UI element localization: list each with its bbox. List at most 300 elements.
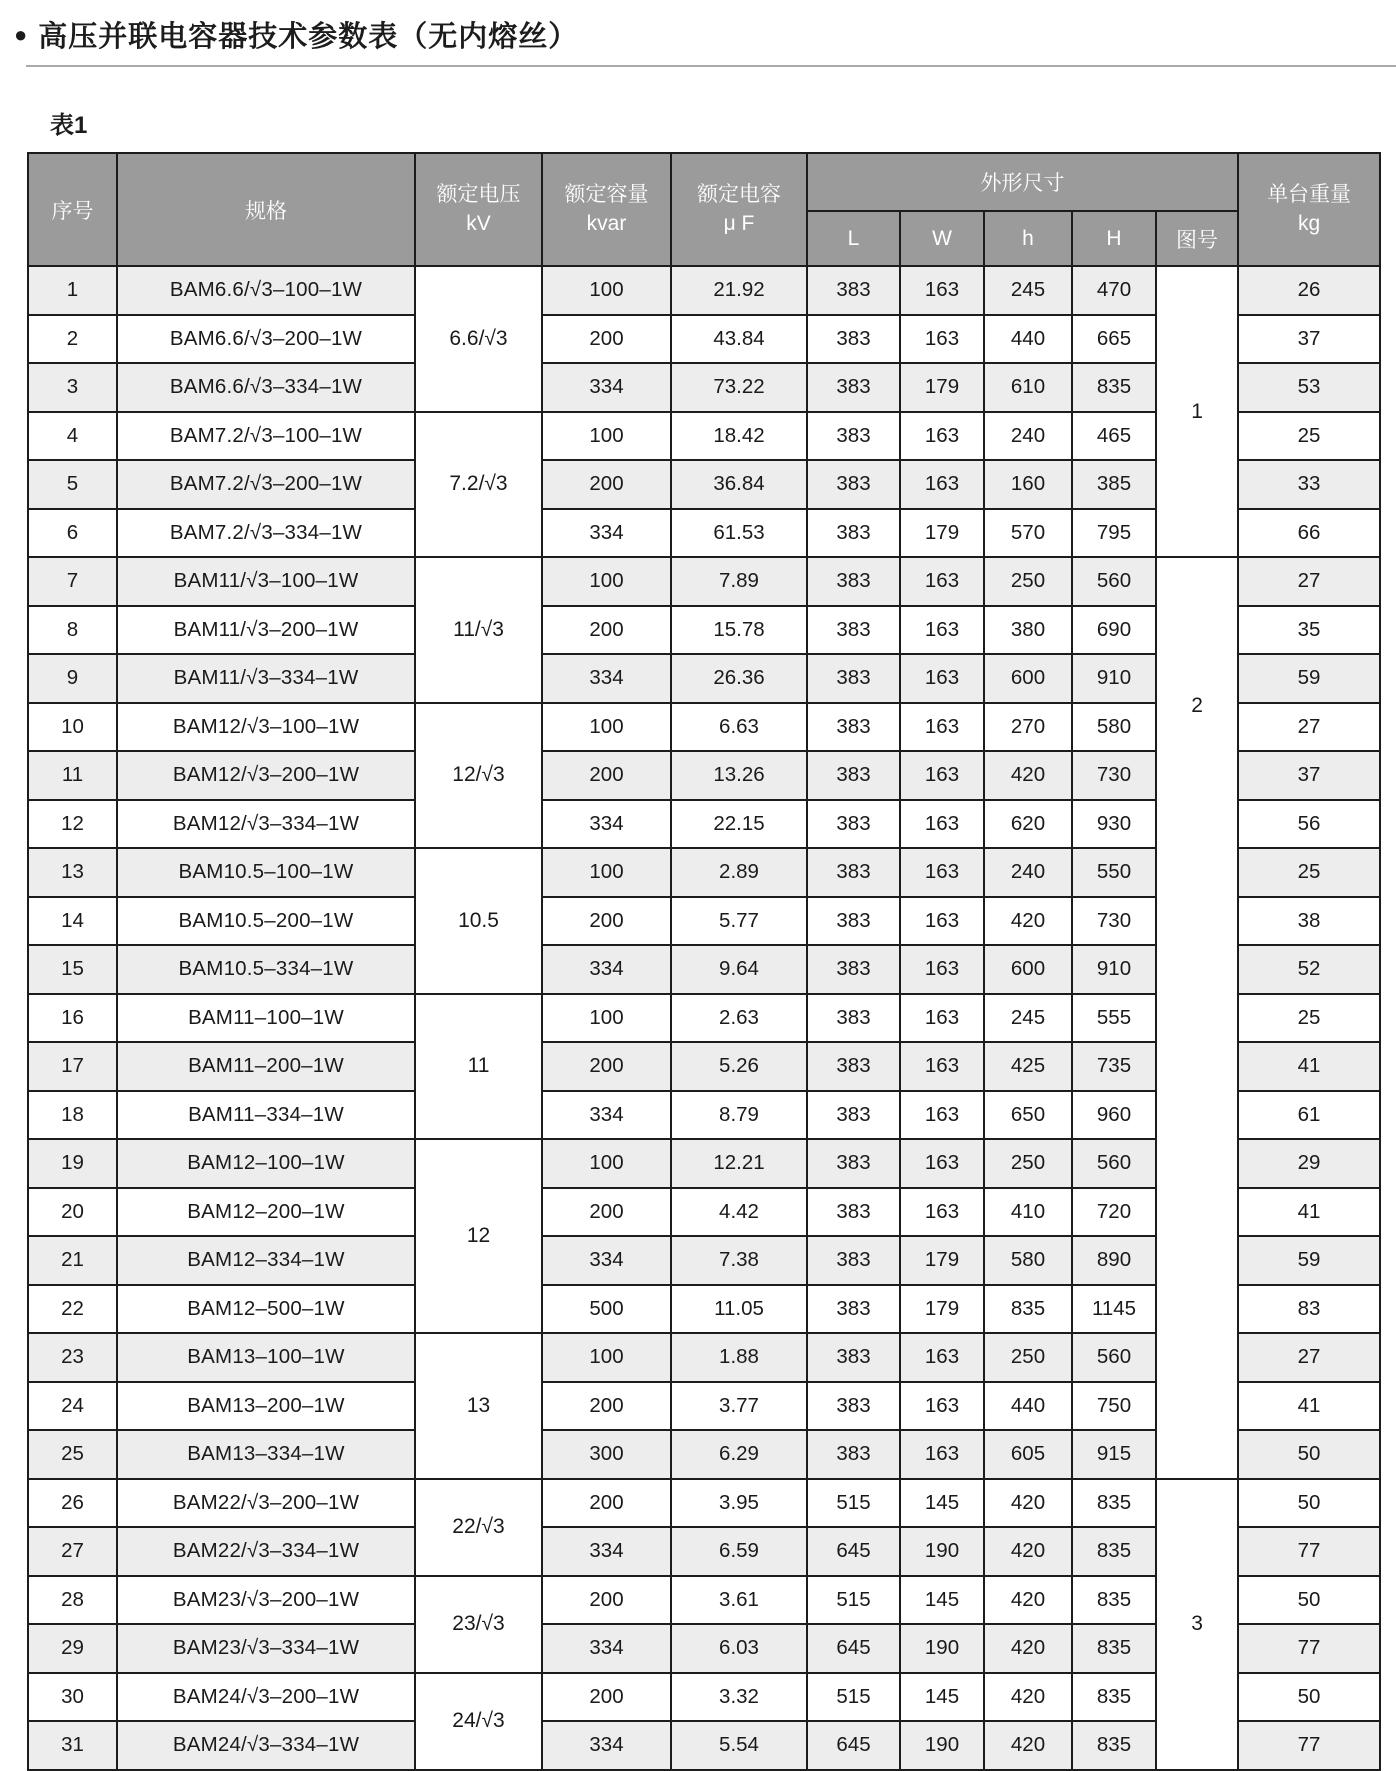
- cell-dim-h-big: 560: [1072, 1139, 1156, 1188]
- cell-dim-h-small: 650: [984, 1091, 1072, 1140]
- cell-rated-capacity: 200: [542, 1382, 671, 1431]
- cell-dim-w: 163: [900, 606, 984, 655]
- cell-dim-w: 163: [900, 1042, 984, 1091]
- cell-spec: BAM6.6/√3–100–1W: [117, 266, 415, 315]
- cell-weight: 59: [1238, 654, 1380, 703]
- cell-dim-h-small: 245: [984, 266, 1072, 315]
- cell-weight: 35: [1238, 606, 1380, 655]
- cell-spec: BAM10.5–100–1W: [117, 848, 415, 897]
- cell-rated-capacitance: 8.79: [671, 1091, 807, 1140]
- cell-dim-l: 383: [807, 1236, 900, 1285]
- cell-dim-h-small: 420: [984, 1576, 1072, 1625]
- cell-index: 6: [28, 509, 117, 558]
- cell-spec: BAM10.5–334–1W: [117, 945, 415, 994]
- cell-rated-capacity: 200: [542, 1479, 671, 1528]
- cell-weight: 66: [1238, 509, 1380, 558]
- cell-rated-capacitance: 2.63: [671, 994, 807, 1043]
- cell-rated-capacitance: 22.15: [671, 800, 807, 849]
- cell-dim-h-small: 250: [984, 1139, 1072, 1188]
- cell-rated-voltage: 13: [415, 1333, 542, 1479]
- cell-spec: BAM24/√3–334–1W: [117, 1721, 415, 1770]
- cell-dim-h-big: 910: [1072, 945, 1156, 994]
- cell-spec: BAM12–200–1W: [117, 1188, 415, 1237]
- cell-dim-w: 163: [900, 460, 984, 509]
- cell-rated-capacitance: 43.84: [671, 315, 807, 364]
- parameters-table: [27, 152, 1381, 1771]
- cell-dim-h-big: 835: [1072, 1576, 1156, 1625]
- page-title-text: 高压并联电容器技术参数表（无内熔丝）: [38, 21, 579, 53]
- cell-spec: BAM23/√3–334–1W: [117, 1624, 415, 1673]
- cell-dim-w: 163: [900, 1430, 984, 1479]
- cell-dim-w: 163: [900, 557, 984, 606]
- cell-spec: BAM12–334–1W: [117, 1236, 415, 1285]
- cell-weight: 25: [1238, 848, 1380, 897]
- cell-index: 24: [28, 1382, 117, 1431]
- cell-weight: 77: [1238, 1721, 1380, 1770]
- cell-index: 7: [28, 557, 117, 606]
- cell-rated-voltage: 7.2/√3: [415, 412, 542, 558]
- cell-dim-l: 645: [807, 1527, 900, 1576]
- cell-dim-h-big: 560: [1072, 1333, 1156, 1382]
- cell-rated-capacitance: 3.32: [671, 1673, 807, 1722]
- cell-rated-capacitance: 4.42: [671, 1188, 807, 1237]
- table-body: [28, 266, 1380, 1770]
- cell-rated-capacitance: 7.89: [671, 557, 807, 606]
- cell-dim-h-big: 665: [1072, 315, 1156, 364]
- cell-dim-l: 383: [807, 1333, 900, 1382]
- cell-rated-capacitance: 6.59: [671, 1527, 807, 1576]
- cell-rated-capacitance: 2.89: [671, 848, 807, 897]
- col-header-voltage: [415, 153, 542, 266]
- cell-weight: 50: [1238, 1576, 1380, 1625]
- cell-spec: BAM6.6/√3–334–1W: [117, 363, 415, 412]
- cell-dim-w: 163: [900, 994, 984, 1043]
- cell-dim-h-big: 550: [1072, 848, 1156, 897]
- voltage-header-unit: kV: [466, 211, 491, 235]
- col-header-dim-w: W: [900, 211, 984, 266]
- cell-weight: 59: [1238, 1236, 1380, 1285]
- cell-dim-w: 163: [900, 848, 984, 897]
- table-row: [28, 1479, 1380, 1528]
- cell-rated-capacitance: 3.95: [671, 1479, 807, 1528]
- cell-dim-l: 383: [807, 1430, 900, 1479]
- cell-dim-w: 163: [900, 412, 984, 461]
- cell-spec: BAM22/√3–334–1W: [117, 1527, 415, 1576]
- col-header-index: 序号: [28, 153, 117, 266]
- page-header: [0, 0, 1396, 67]
- cell-dim-w: 163: [900, 266, 984, 315]
- cell-rated-capacity: 500: [542, 1285, 671, 1334]
- cell-spec: BAM11–200–1W: [117, 1042, 415, 1091]
- cell-rated-capacitance: 15.78: [671, 606, 807, 655]
- cell-rated-capacity: 334: [542, 800, 671, 849]
- cell-weight: 52: [1238, 945, 1380, 994]
- cell-spec: BAM23/√3–200–1W: [117, 1576, 415, 1625]
- cell-index: 22: [28, 1285, 117, 1334]
- cell-rated-capacity: 200: [542, 1188, 671, 1237]
- cell-rated-capacity: 334: [542, 509, 671, 558]
- cell-rated-capacity: 300: [542, 1430, 671, 1479]
- cell-index: 29: [28, 1624, 117, 1673]
- cell-rated-voltage: 12: [415, 1139, 542, 1333]
- cell-rated-capacitance: 3.77: [671, 1382, 807, 1431]
- cell-rated-capacity: 334: [542, 654, 671, 703]
- cell-spec: BAM11/√3–100–1W: [117, 557, 415, 606]
- cell-index: 10: [28, 703, 117, 752]
- cell-dim-h-small: 440: [984, 315, 1072, 364]
- cell-dim-w: 145: [900, 1576, 984, 1625]
- cell-dim-w: 179: [900, 1236, 984, 1285]
- cell-dim-l: 383: [807, 1042, 900, 1091]
- cell-dim-l: 645: [807, 1721, 900, 1770]
- cell-weight: 27: [1238, 1333, 1380, 1382]
- cell-rated-capacitance: 11.05: [671, 1285, 807, 1334]
- cell-dim-h-small: 420: [984, 1721, 1072, 1770]
- cell-rated-capacity: 100: [542, 266, 671, 315]
- cell-dim-h-big: 960: [1072, 1091, 1156, 1140]
- cell-rated-capacitance: 18.42: [671, 412, 807, 461]
- col-header-spec: 规格: [117, 153, 415, 266]
- cell-rated-capacity: 334: [542, 1527, 671, 1576]
- cell-weight: 26: [1238, 266, 1380, 315]
- cell-rated-capacitance: 1.88: [671, 1333, 807, 1382]
- cell-dim-l: 383: [807, 557, 900, 606]
- cell-spec: BAM13–100–1W: [117, 1333, 415, 1382]
- cell-dim-h-small: 240: [984, 412, 1072, 461]
- cell-weight: 37: [1238, 751, 1380, 800]
- cell-rated-capacity: 100: [542, 703, 671, 752]
- cell-rated-capacity: 200: [542, 1042, 671, 1091]
- cell-rated-capacitance: 6.63: [671, 703, 807, 752]
- cell-weight: 25: [1238, 412, 1380, 461]
- cell-index: 25: [28, 1430, 117, 1479]
- cell-spec: BAM13–200–1W: [117, 1382, 415, 1431]
- cell-dim-w: 190: [900, 1721, 984, 1770]
- cell-dim-l: 383: [807, 1188, 900, 1237]
- cell-rated-capacitance: 26.36: [671, 654, 807, 703]
- cell-dim-l: 383: [807, 897, 900, 946]
- cell-dim-l: 383: [807, 1285, 900, 1334]
- cell-index: 1: [28, 266, 117, 315]
- cell-index: 11: [28, 751, 117, 800]
- capacitance-header-unit: μ F: [723, 211, 755, 235]
- col-header-weight: [1238, 153, 1380, 266]
- cell-rated-capacity: 200: [542, 460, 671, 509]
- cell-weight: 37: [1238, 315, 1380, 364]
- cell-dim-l: 383: [807, 848, 900, 897]
- voltage-header-name: 额定电压: [436, 183, 521, 207]
- cell-dim-h-big: 1145: [1072, 1285, 1156, 1334]
- cell-dim-l: 515: [807, 1576, 900, 1625]
- cell-dim-w: 163: [900, 315, 984, 364]
- cell-dim-h-small: 440: [984, 1382, 1072, 1431]
- cell-rated-capacity: 200: [542, 1673, 671, 1722]
- col-header-dim-h-big: H: [1072, 211, 1156, 266]
- capacity-header-name: 额定容量: [564, 183, 649, 207]
- cell-dim-h-big: 465: [1072, 412, 1156, 461]
- cell-spec: BAM11/√3–334–1W: [117, 654, 415, 703]
- col-header-dimensions: 外形尺寸: [807, 153, 1238, 211]
- cell-dim-h-big: 750: [1072, 1382, 1156, 1431]
- cell-dim-w: 163: [900, 751, 984, 800]
- cell-dim-h-big: 835: [1072, 363, 1156, 412]
- cell-weight: 29: [1238, 1139, 1380, 1188]
- cell-rated-capacitance: 36.84: [671, 460, 807, 509]
- cell-spec: BAM12–500–1W: [117, 1285, 415, 1334]
- cell-dim-h-big: 735: [1072, 1042, 1156, 1091]
- cell-dim-l: 383: [807, 606, 900, 655]
- cell-index: 27: [28, 1527, 117, 1576]
- cell-weight: 50: [1238, 1673, 1380, 1722]
- cell-weight: 25: [1238, 994, 1380, 1043]
- cell-dim-h-small: 835: [984, 1285, 1072, 1334]
- col-header-dim-l: L: [807, 211, 900, 266]
- cell-dim-h-big: 730: [1072, 751, 1156, 800]
- cell-rated-voltage: 23/√3: [415, 1576, 542, 1673]
- cell-dim-l: 383: [807, 800, 900, 849]
- cell-dim-l: 383: [807, 363, 900, 412]
- cell-weight: 33: [1238, 460, 1380, 509]
- cell-rated-capacitance: 9.64: [671, 945, 807, 994]
- cell-spec: BAM11–334–1W: [117, 1091, 415, 1140]
- cell-rated-capacitance: 5.26: [671, 1042, 807, 1091]
- cell-dim-w: 163: [900, 1382, 984, 1431]
- cell-dim-h-small: 605: [984, 1430, 1072, 1479]
- cell-index: 17: [28, 1042, 117, 1091]
- cell-weight: 77: [1238, 1527, 1380, 1576]
- cell-weight: 61: [1238, 1091, 1380, 1140]
- cell-dim-l: 383: [807, 1382, 900, 1431]
- cell-rated-capacity: 100: [542, 1333, 671, 1382]
- col-header-capacitance: [671, 153, 807, 266]
- cell-spec: BAM24/√3–200–1W: [117, 1673, 415, 1722]
- cell-dim-h-small: 420: [984, 1673, 1072, 1722]
- cell-rated-capacitance: 3.61: [671, 1576, 807, 1625]
- cell-dim-w: 163: [900, 703, 984, 752]
- weight-header-name: 单台重量: [1267, 183, 1352, 207]
- cell-dim-w: 163: [900, 1091, 984, 1140]
- cell-rated-capacitance: 5.77: [671, 897, 807, 946]
- cell-dim-h-big: 930: [1072, 800, 1156, 849]
- cell-weight: 41: [1238, 1188, 1380, 1237]
- cell-dim-w: 179: [900, 363, 984, 412]
- cell-rated-capacity: 100: [542, 1139, 671, 1188]
- cell-rated-capacity: 200: [542, 315, 671, 364]
- cell-dim-h-small: 420: [984, 1624, 1072, 1673]
- cell-index: 3: [28, 363, 117, 412]
- cell-index: 5: [28, 460, 117, 509]
- cell-dim-h-big: 730: [1072, 897, 1156, 946]
- cell-dim-h-small: 250: [984, 1333, 1072, 1382]
- cell-dim-l: 383: [807, 509, 900, 558]
- cell-dim-w: 190: [900, 1527, 984, 1576]
- capacity-header-unit: kvar: [586, 211, 627, 235]
- cell-rated-voltage: 22/√3: [415, 1479, 542, 1576]
- cell-weight: 27: [1238, 703, 1380, 752]
- cell-dim-w: 163: [900, 654, 984, 703]
- cell-dim-h-small: 380: [984, 606, 1072, 655]
- col-header-capacity: [542, 153, 671, 266]
- cell-dim-h-small: 240: [984, 848, 1072, 897]
- cell-weight: 27: [1238, 557, 1380, 606]
- cell-dim-l: 383: [807, 315, 900, 364]
- cell-dim-w: 145: [900, 1673, 984, 1722]
- cell-dim-h-small: 420: [984, 897, 1072, 946]
- cell-spec: BAM10.5–200–1W: [117, 897, 415, 946]
- cell-rated-capacity: 334: [542, 363, 671, 412]
- cell-dim-l: 383: [807, 1139, 900, 1188]
- cell-weight: 77: [1238, 1624, 1380, 1673]
- cell-dim-l: 383: [807, 751, 900, 800]
- cell-dim-l: 383: [807, 703, 900, 752]
- cell-dim-h-small: 420: [984, 751, 1072, 800]
- cell-dim-h-small: 270: [984, 703, 1072, 752]
- cell-spec: BAM13–334–1W: [117, 1430, 415, 1479]
- cell-rated-capacity: 200: [542, 606, 671, 655]
- table-row: [28, 557, 1380, 606]
- cell-dim-w: 163: [900, 1333, 984, 1382]
- col-header-dim-h-small: h: [984, 211, 1072, 266]
- col-header-figure: 图号: [1156, 211, 1238, 266]
- cell-index: 2: [28, 315, 117, 364]
- cell-index: 20: [28, 1188, 117, 1237]
- cell-dim-h-small: 610: [984, 363, 1072, 412]
- cell-dim-h-small: 600: [984, 654, 1072, 703]
- cell-index: 23: [28, 1333, 117, 1382]
- cell-dim-l: 515: [807, 1673, 900, 1722]
- cell-dim-w: 163: [900, 1139, 984, 1188]
- cell-dim-l: 383: [807, 460, 900, 509]
- cell-dim-h-small: 580: [984, 1236, 1072, 1285]
- cell-index: 14: [28, 897, 117, 946]
- cell-index: 16: [28, 994, 117, 1043]
- bullet-icon: ●: [14, 21, 29, 47]
- cell-spec: BAM12/√3–100–1W: [117, 703, 415, 752]
- cell-dim-h-small: 410: [984, 1188, 1072, 1237]
- cell-dim-h-big: 835: [1072, 1721, 1156, 1770]
- cell-index: 31: [28, 1721, 117, 1770]
- cell-index: 8: [28, 606, 117, 655]
- cell-rated-capacity: 100: [542, 557, 671, 606]
- cell-weight: 56: [1238, 800, 1380, 849]
- cell-rated-capacitance: 61.53: [671, 509, 807, 558]
- cell-dim-l: 383: [807, 945, 900, 994]
- cell-index: 26: [28, 1479, 117, 1528]
- cell-dim-h-big: 560: [1072, 557, 1156, 606]
- cell-dim-h-small: 600: [984, 945, 1072, 994]
- cell-weight: 53: [1238, 363, 1380, 412]
- cell-rated-capacitance: 6.29: [671, 1430, 807, 1479]
- cell-rated-capacity: 334: [542, 1236, 671, 1285]
- cell-dim-h-big: 835: [1072, 1479, 1156, 1528]
- capacitance-header-name: 额定电容: [697, 183, 781, 207]
- cell-rated-voltage: 6.6/√3: [415, 266, 542, 412]
- cell-spec: BAM22/√3–200–1W: [117, 1479, 415, 1528]
- cell-rated-capacitance: 73.22: [671, 363, 807, 412]
- cell-rated-capacitance: 7.38: [671, 1236, 807, 1285]
- cell-spec: BAM7.2/√3–200–1W: [117, 460, 415, 509]
- cell-rated-capacity: 100: [542, 848, 671, 897]
- cell-rated-voltage: 24/√3: [415, 1673, 542, 1770]
- cell-spec: BAM7.2/√3–100–1W: [117, 412, 415, 461]
- cell-rated-capacity: 334: [542, 1721, 671, 1770]
- cell-rated-capacitance: 6.03: [671, 1624, 807, 1673]
- cell-rated-capacitance: 5.54: [671, 1721, 807, 1770]
- cell-rated-voltage: 11: [415, 994, 542, 1140]
- cell-dim-h-big: 915: [1072, 1430, 1156, 1479]
- cell-index: 21: [28, 1236, 117, 1285]
- cell-rated-voltage: 10.5: [415, 848, 542, 994]
- cell-index: 15: [28, 945, 117, 994]
- cell-rated-capacitance: 21.92: [671, 266, 807, 315]
- cell-rated-capacity: 200: [542, 1576, 671, 1625]
- cell-dim-w: 179: [900, 1285, 984, 1334]
- cell-dim-l: 383: [807, 654, 900, 703]
- cell-figure-no: 2: [1156, 557, 1238, 1479]
- cell-index: 19: [28, 1139, 117, 1188]
- cell-dim-h-big: 720: [1072, 1188, 1156, 1237]
- cell-dim-h-big: 470: [1072, 266, 1156, 315]
- cell-spec: BAM6.6/√3–200–1W: [117, 315, 415, 364]
- cell-dim-w: 179: [900, 509, 984, 558]
- cell-weight: 38: [1238, 897, 1380, 946]
- cell-dim-l: 383: [807, 994, 900, 1043]
- cell-dim-h-big: 835: [1072, 1527, 1156, 1576]
- cell-weight: 41: [1238, 1042, 1380, 1091]
- cell-dim-h-small: 245: [984, 994, 1072, 1043]
- cell-dim-h-big: 835: [1072, 1673, 1156, 1722]
- weight-header-unit: kg: [1297, 211, 1321, 235]
- cell-rated-capacity: 334: [542, 945, 671, 994]
- table-header: [28, 153, 1380, 266]
- cell-dim-h-small: 570: [984, 509, 1072, 558]
- cell-figure-no: 1: [1156, 266, 1238, 557]
- cell-dim-h-small: 250: [984, 557, 1072, 606]
- cell-dim-h-small: 425: [984, 1042, 1072, 1091]
- cell-dim-h-big: 910: [1072, 654, 1156, 703]
- cell-rated-capacity: 200: [542, 751, 671, 800]
- cell-dim-h-small: 620: [984, 800, 1072, 849]
- cell-index: 28: [28, 1576, 117, 1625]
- cell-weight: 83: [1238, 1285, 1380, 1334]
- cell-dim-l: 515: [807, 1479, 900, 1528]
- cell-spec: BAM11–100–1W: [117, 994, 415, 1043]
- cell-index: 18: [28, 1091, 117, 1140]
- table-row: [28, 266, 1380, 315]
- cell-rated-capacity: 200: [542, 897, 671, 946]
- cell-dim-h-big: 580: [1072, 703, 1156, 752]
- cell-dim-w: 163: [900, 945, 984, 994]
- cell-spec: BAM12–100–1W: [117, 1139, 415, 1188]
- cell-weight: 50: [1238, 1479, 1380, 1528]
- cell-dim-w: 190: [900, 1624, 984, 1673]
- cell-rated-capacitance: 13.26: [671, 751, 807, 800]
- cell-dim-h-small: 420: [984, 1527, 1072, 1576]
- cell-spec: BAM7.2/√3–334–1W: [117, 509, 415, 558]
- cell-index: 9: [28, 654, 117, 703]
- cell-dim-l: 645: [807, 1624, 900, 1673]
- cell-spec: BAM11/√3–200–1W: [117, 606, 415, 655]
- cell-dim-l: 383: [807, 412, 900, 461]
- cell-dim-h-big: 555: [1072, 994, 1156, 1043]
- cell-dim-h-big: 835: [1072, 1624, 1156, 1673]
- cell-rated-capacity: 100: [542, 994, 671, 1043]
- cell-rated-capacity: 100: [542, 412, 671, 461]
- cell-rated-voltage: 12/√3: [415, 703, 542, 849]
- cell-index: 13: [28, 848, 117, 897]
- cell-dim-w: 163: [900, 1188, 984, 1237]
- table-label: 表1: [50, 112, 88, 139]
